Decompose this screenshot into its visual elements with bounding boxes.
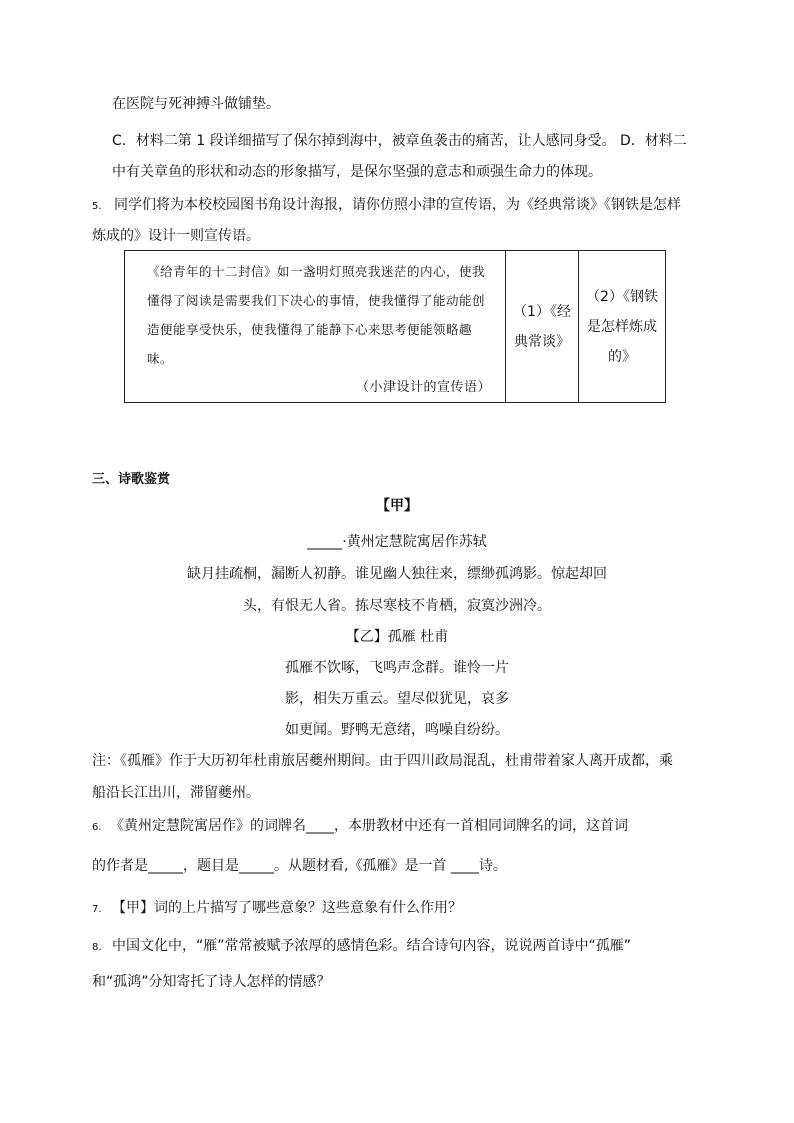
q6-prompt	[92, 816, 628, 838]
q8-line-1: 中国文化中，“雁”常常被赋予浓厚的感情色彩。结合诗句内容，说说两首诗中“孤雁”	[112, 938, 632, 954]
poem-yi-title: 【乙】孤雁 杜甫	[345, 629, 449, 645]
poem-yi-line: 如更闻。野鸭无意绪，鸣噪自纷纷。	[285, 722, 509, 738]
section-heading: 三、诗歌鉴赏	[92, 472, 171, 487]
poem-note: 注：《孤雁》作于大历初年杜甫旅居夔州期间。由于四川政局混乱，杜甫带着家人离开成都，乘	[92, 753, 673, 769]
poem-jia-title: _____·黄州定慧院寓居作苏轼	[307, 534, 487, 550]
poem-yi-line: 影，相失万重云。望尽似犹见，哀多	[285, 691, 509, 707]
answer-cell-2-label: （2）《钢铁	[586, 288, 658, 305]
example-slogan-cell	[125, 251, 506, 403]
poem-yi-line: 孤雁不饮啄，飞鸣声念群。谁怜一片	[285, 660, 509, 676]
q7-line-1: 【甲】词的上片描写了哪些意象？这些意象有什么作用？	[112, 900, 462, 916]
q8-prompt	[92, 936, 631, 958]
q7-number: 7.	[92, 904, 102, 915]
answer-cell-2[interactable]	[579, 251, 666, 403]
q4-option-c-d: C．材料二第 1 段详细描写了保尔掉到海中，被章鱼袭击的痛苦，让人感同身受。 D．材料二	[112, 133, 687, 149]
q6-line-2: 的作者是_____，题目是_____。从题材看,《孤雁》是一首 ____诗。	[92, 858, 507, 874]
answer-cell-1-label: （1）《经	[513, 303, 571, 320]
slogan-source: （小津设计的宣传语）	[355, 380, 491, 395]
q5-line-1: 同学们将为本校校园图书角设计海报，请你仿照小津的宣传语，为《经典常谈》《钢铁是怎样	[114, 197, 681, 213]
slogan-line: 造便能享受快乐，使我懂得了能静下心来思考便能领略趣味。	[147, 322, 473, 366]
q6-line-1: 《黄州定慧院寓居作》的词牌名____，本册教材中还有一首相同词牌名的词，这首词	[110, 818, 628, 834]
answer-cell-1-label: 典常谈》	[514, 333, 570, 350]
q5-number: 5.	[92, 201, 102, 212]
q6-number: 6.	[92, 822, 102, 833]
poem-note-cont: 船沿长江出川，滞留夔州。	[92, 785, 260, 801]
slogan-line: 懂得了阅读是需要我们下决心的事情，使我懂得了能动能创	[147, 293, 486, 308]
poem-jia-label: 【甲】	[376, 498, 418, 514]
answer-cell-2-label: 是怎样炼成	[587, 318, 657, 335]
q4-option-d-cont: 中有关章鱼的形状和动态的形象描写，是保尔坚强的意志和顽强生命力的体现。	[112, 164, 602, 180]
answer-cell-1[interactable]	[506, 251, 579, 403]
q5-prompt	[92, 195, 681, 217]
q5-answer-table	[124, 250, 666, 403]
q5-line-2: 炼成的》设计一则宣传语。	[92, 228, 260, 244]
answer-cell-2-label: 的》	[608, 348, 636, 365]
slogan-line: 《给青年的十二封信》如一盏明灯照亮我迷茫的内心，使我	[147, 264, 486, 279]
q8-number: 8.	[92, 942, 102, 953]
q8-line-2: 和“孤鸿”分知寄托了诗人怎样的情感？	[92, 974, 331, 990]
q7-prompt	[92, 898, 462, 920]
poem-jia-line: 缺月挂疏桐，漏断人初静。谁见幽人独往来，缥缈孤鸿影。惊起却回	[187, 566, 607, 582]
poem-jia-line: 头，有恨无人省。拣尽寒枝不肯栖，寂寞沙洲冷。	[243, 598, 551, 614]
q4-line-1: 在医院与死神搏斗做铺垫。	[112, 96, 280, 112]
